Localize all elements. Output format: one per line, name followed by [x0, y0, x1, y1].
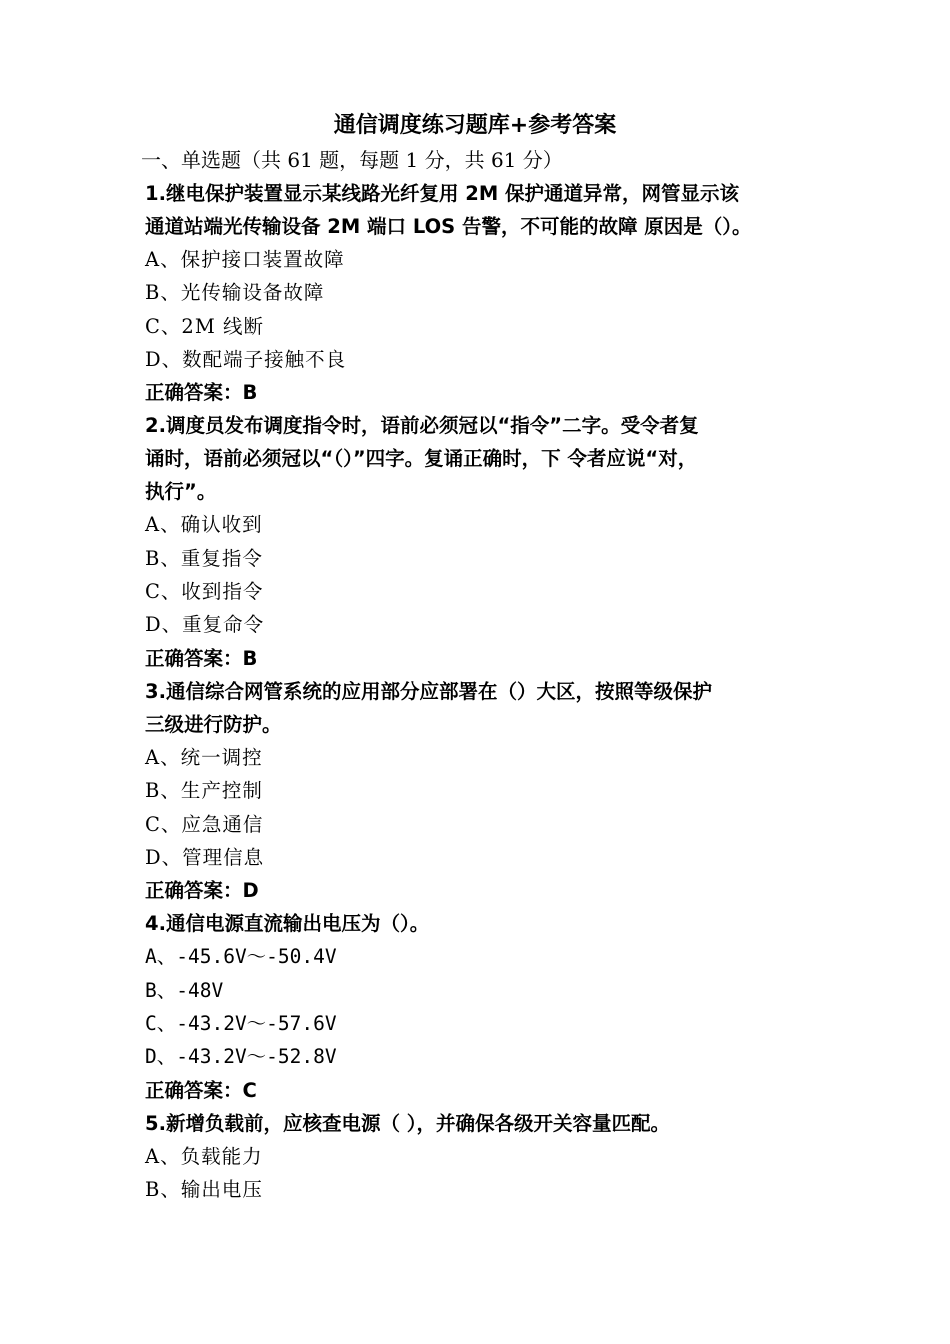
option-a: A、-45.6V～-50.4V: [145, 945, 337, 969]
section-heading: 一、单选题（共 61 题，每题 1 分，共 61 分）: [141, 148, 563, 172]
question-line: 通道站端光传输设备 2M 端口 LOS 告警，不可能的故障 原因是（）。: [145, 215, 752, 238]
question-line: 4.通信电源直流输出电压为（）。: [145, 912, 430, 936]
question-line: 5.新增负载前，应核查电源（ ），并确保各级开关容量匹配。: [145, 1111, 671, 1135]
option-a: A、统一调控: [145, 745, 263, 769]
option-d: D、数配端子接触不良: [145, 347, 347, 371]
option-b: B、重复指令: [145, 546, 263, 570]
question-line: 诵时，语前必须冠以“（）”四字。复诵正确时，下 令者应说“对，: [145, 447, 698, 471]
question-line: 2.调度员发布调度指令时，语前必须冠以“指令”二字。受令者复: [145, 414, 699, 438]
correct-answer: 正确答案：C: [145, 1078, 257, 1102]
question-block: [145, 907, 825, 1106]
question-block: [145, 409, 825, 674]
option-b: B、输出电压: [145, 1178, 263, 1202]
question-line: 三级进行防护。: [145, 712, 282, 736]
option-a: A、保护接口装置故障: [145, 248, 345, 271]
option-b: B、-48V: [145, 978, 224, 1002]
option-a: A、负载能力: [145, 1144, 263, 1168]
question-line: 3.通信综合网管系统的应用部分应部署在（）大区，按照等级保护: [145, 679, 712, 703]
option-c: C、收到指令: [145, 580, 264, 604]
document-title: 通信调度练习题库+参考答案: [333, 113, 617, 138]
correct-answer: 正确答案：B: [145, 646, 258, 670]
option-c: C、2M 线断: [145, 314, 264, 338]
option-d: D、管理信息: [145, 845, 265, 869]
option-c: C、-43.2V～-57.6V: [145, 1012, 337, 1036]
correct-answer: 正确答案：B: [145, 381, 258, 405]
option-b: B、光传输设备故障: [145, 281, 325, 305]
question-block: [145, 675, 825, 907]
option-a: A、确认收到: [145, 513, 263, 537]
question-line: 执行”。: [145, 480, 217, 504]
option-d: D、重复命令: [145, 613, 265, 637]
option-b: B、生产控制: [145, 779, 263, 803]
document-content: [141, 108, 825, 1207]
question-line: 1.继电保护装置显示某线路光纤复用 2M 保护通道异常，网管显示该: [145, 182, 740, 205]
question-block: [145, 1107, 825, 1207]
correct-answer: 正确答案：D: [145, 879, 259, 903]
option-c: C、应急通信: [145, 812, 264, 836]
question-block: [145, 177, 825, 409]
option-d: D、-43.2V～-52.8V: [145, 1045, 337, 1069]
